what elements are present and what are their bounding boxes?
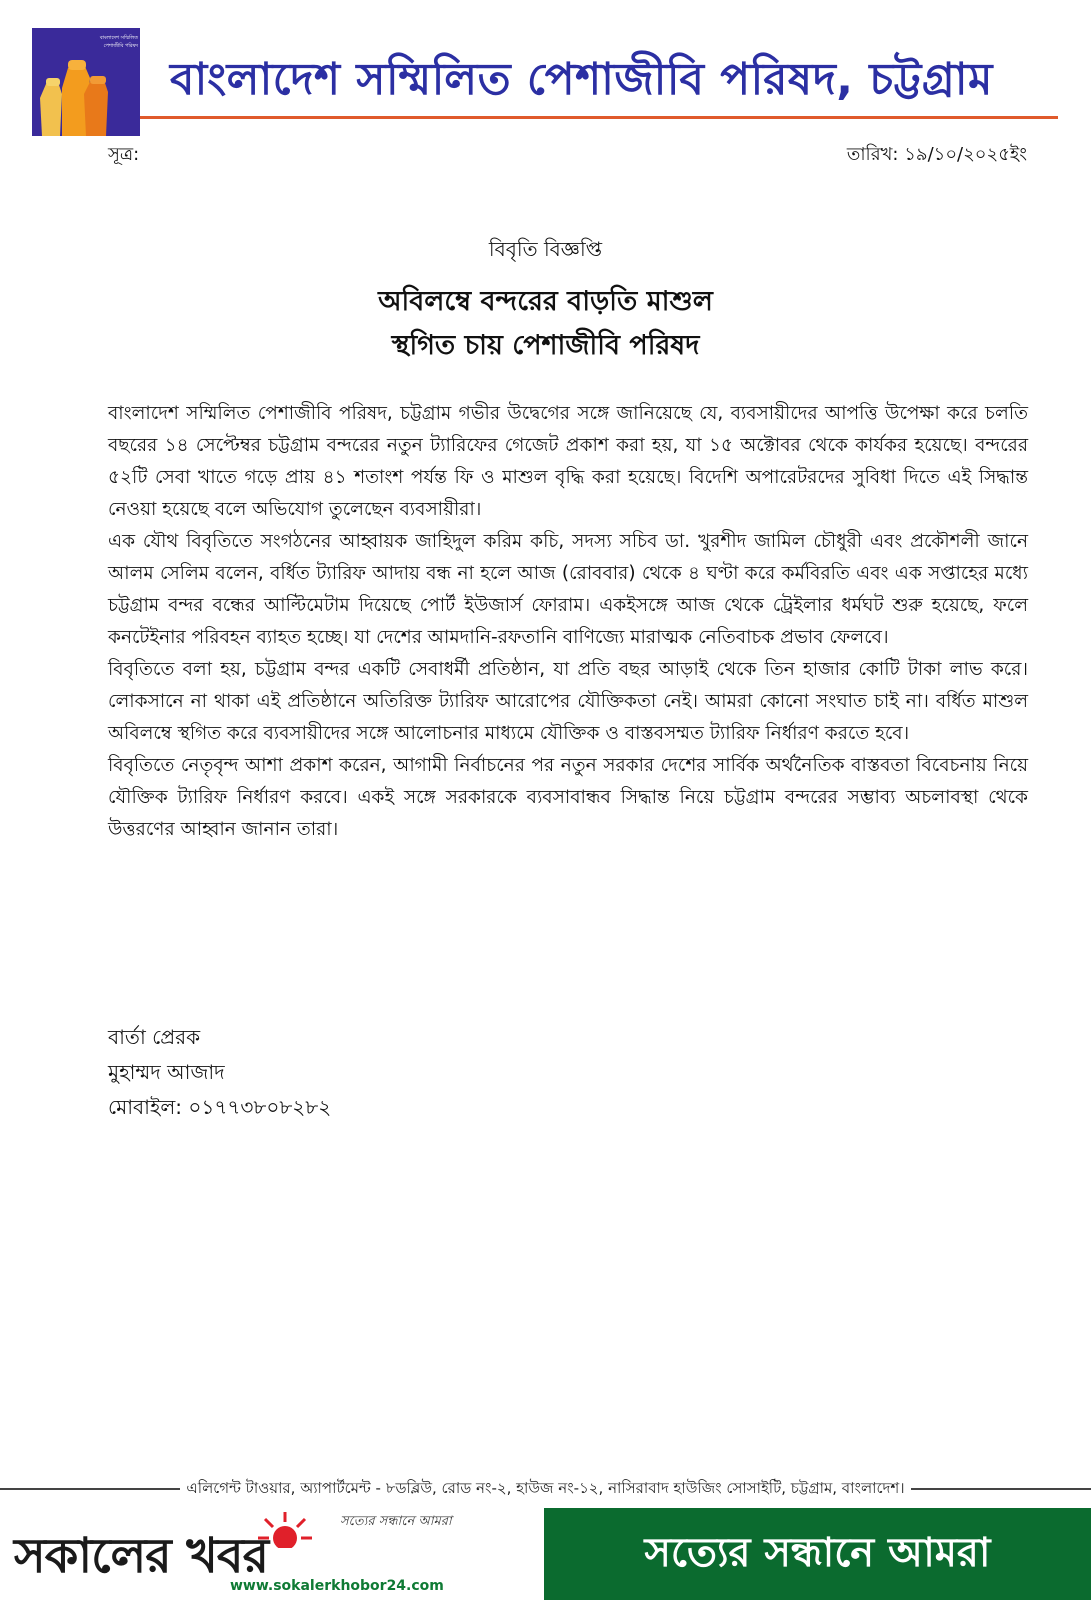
document-type: বিবৃতি বিজ্ঞপ্তি	[488, 237, 603, 261]
footer-rule-right	[911, 1488, 1091, 1490]
org-logo	[32, 28, 140, 136]
document-date: তারিখ: ১৯/১০/২০২৫ইং	[846, 144, 1027, 165]
sender-label: বার্তা প্রেরক	[108, 1025, 201, 1049]
footer-address: এলিগেন্ট টাওয়ার, অ্যাপার্টমেন্ট - ৮ডব্লিউ, রোড নং-২, হাউজ নং-১২, নাসিরাবাদ হাউজিং সোসাইটি, চট্টগ্রাম, বাংলাদেশ।	[186, 1478, 905, 1497]
heading-block	[0, 235, 1091, 368]
paragraph: বিবৃতিতে বলা হয়, চট্টগ্রাম বন্দর একটি সেবাধর্মী প্রতিষ্ঠান, যা প্রতি বছর আড়াই থেকে তিন হাজার কোটি টাকা লাভ করে। লোকসানে না থাকা এই প্রতিষ্ঠানে অতিরিক্ত ট্যারিফ আরোপের যৌক্তিকতা নেই। আমরা কোনো সংঘাত চাই না। বর্ধিত মাশুল অবিলম্বে স্থগিত করে ব্যবসায়ীদের সঙ্গে আলোচনার মাধ্যমে যৌক্তিক ও বাস্তবসম্মত ট্যারিফ নির্ধারণ করতে হবে।	[108, 659, 1028, 744]
statement-body	[108, 398, 1028, 846]
headline-line-1: অবিলম্বে বন্দরের বাড়তি মাশুল	[378, 286, 713, 317]
sender-block	[108, 1020, 331, 1125]
brand-tagline-small: সত্যের সন্ধানে আমরা	[340, 1514, 452, 1529]
reference-label: সূত্র:	[108, 144, 140, 165]
paragraph: এক যৌথ বিবৃতিতে সংগঠনের আহ্বায়ক জাহিদুল করিম কচি, সদস্য সচিব ডা. খুরশীদ জামিল চৌধুরী এবং প্রকৌশলী জানে আলম সেলিম বলেন, বর্ধিত ট্যারিফ আদায় বন্ধ না হলে আজ (রোববার) থেকে ৪ ঘণ্টা করে কর্মবিরতি এবং এক সপ্তাহের মধ্যে চট্টগ্রাম বন্দর বন্ধের আল্টিমেটাম দিয়েছে পোর্ট ইউজার্স ফোরাম। একইসঙ্গে আজ থেকে ট্রেইলার ধর্মঘট শুরু হয়েছে, ফলে কনটেইনার পরিবহন ব্যাহত হচ্ছে। যা দেশের আমদানি-রফতানি বাণিজ্যে মারাত্মক নেতিবাচক প্রভাব ফেলবে।	[108, 531, 1028, 648]
website-url[interactable]: www.sokalerkhobor24.com	[230, 1578, 444, 1594]
footer-address-bar	[0, 1476, 1091, 1502]
tagline-banner: সত্যের সন্ধানে আমরা	[544, 1508, 1091, 1600]
footer-rule-left	[0, 1488, 180, 1490]
newspaper-brand-banner	[0, 1508, 544, 1600]
newspaper-logo: সকালের খবর	[14, 1528, 269, 1584]
header-divider	[140, 116, 1058, 119]
sender-name: মুহাম্মদ আজাদ	[108, 1060, 225, 1084]
headline-line-2: স্থগিত চায় পেশাজীবি পরিষদ	[391, 330, 700, 361]
organization-title: বাংলাদেশ সম্মিলিত পেশাজীবি পরিষদ, চট্টগ্রাম	[170, 54, 993, 105]
logo-text: বাংলাদেশ সম্মিলিত পেশাজীবি পরিষদ	[99, 35, 138, 49]
paragraph: বাংলাদেশ সম্মিলিত পেশাজীবি পরিষদ, চট্টগ্রাম গভীর উদ্বেগের সঙ্গে জানিয়েছে যে, ব্যবসায়ীদের আপত্তি উপেক্ষা করে চলতি বছরের ১৪ সেপ্টেম্বর চট্টগ্রাম বন্দরের নতুন ট্যারিফের গেজেট প্রকাশ করা হয়, যা ১৫ অক্টোবর থেকে কার্যকর হয়েছে। বন্দরের ৫২টি সেবা খাতে গড়ে প্রায় ৪১ শতাংশ পর্যন্ত ফি ও মাশুল বৃদ্ধি করা হয়েছে। বিদেশি অপারেটরদের সুবিধা দিতে এই সিদ্ধান্ত নেওয়া হয়েছে বলে অভিযোগ তুলেছেন ব্যবসায়ীরা।	[108, 403, 1028, 520]
sender-mobile: মোবাইল: ০১৭৭৩৮০৮২৮২	[108, 1095, 332, 1119]
paragraph: বিবৃতিতে নেতৃবৃন্দ আশা প্রকাশ করেন, আগামী নির্বাচনের পর নতুন সরকার দেশের সার্বিক অর্থনৈতিক বাস্তবতা বিবেচনায় নিয়ে যৌক্তিক ট্যারিফ নির্ধারণ করবে। একই সঙ্গে সরকারকে ব্যবসাবান্ধব সিদ্ধান্ত নিয়ে চট্টগ্রাম বন্দরের সম্ভাব্য অচলাবস্থা থেকে উত্তরণের আহ্বান জানান তারা।	[108, 755, 1028, 840]
